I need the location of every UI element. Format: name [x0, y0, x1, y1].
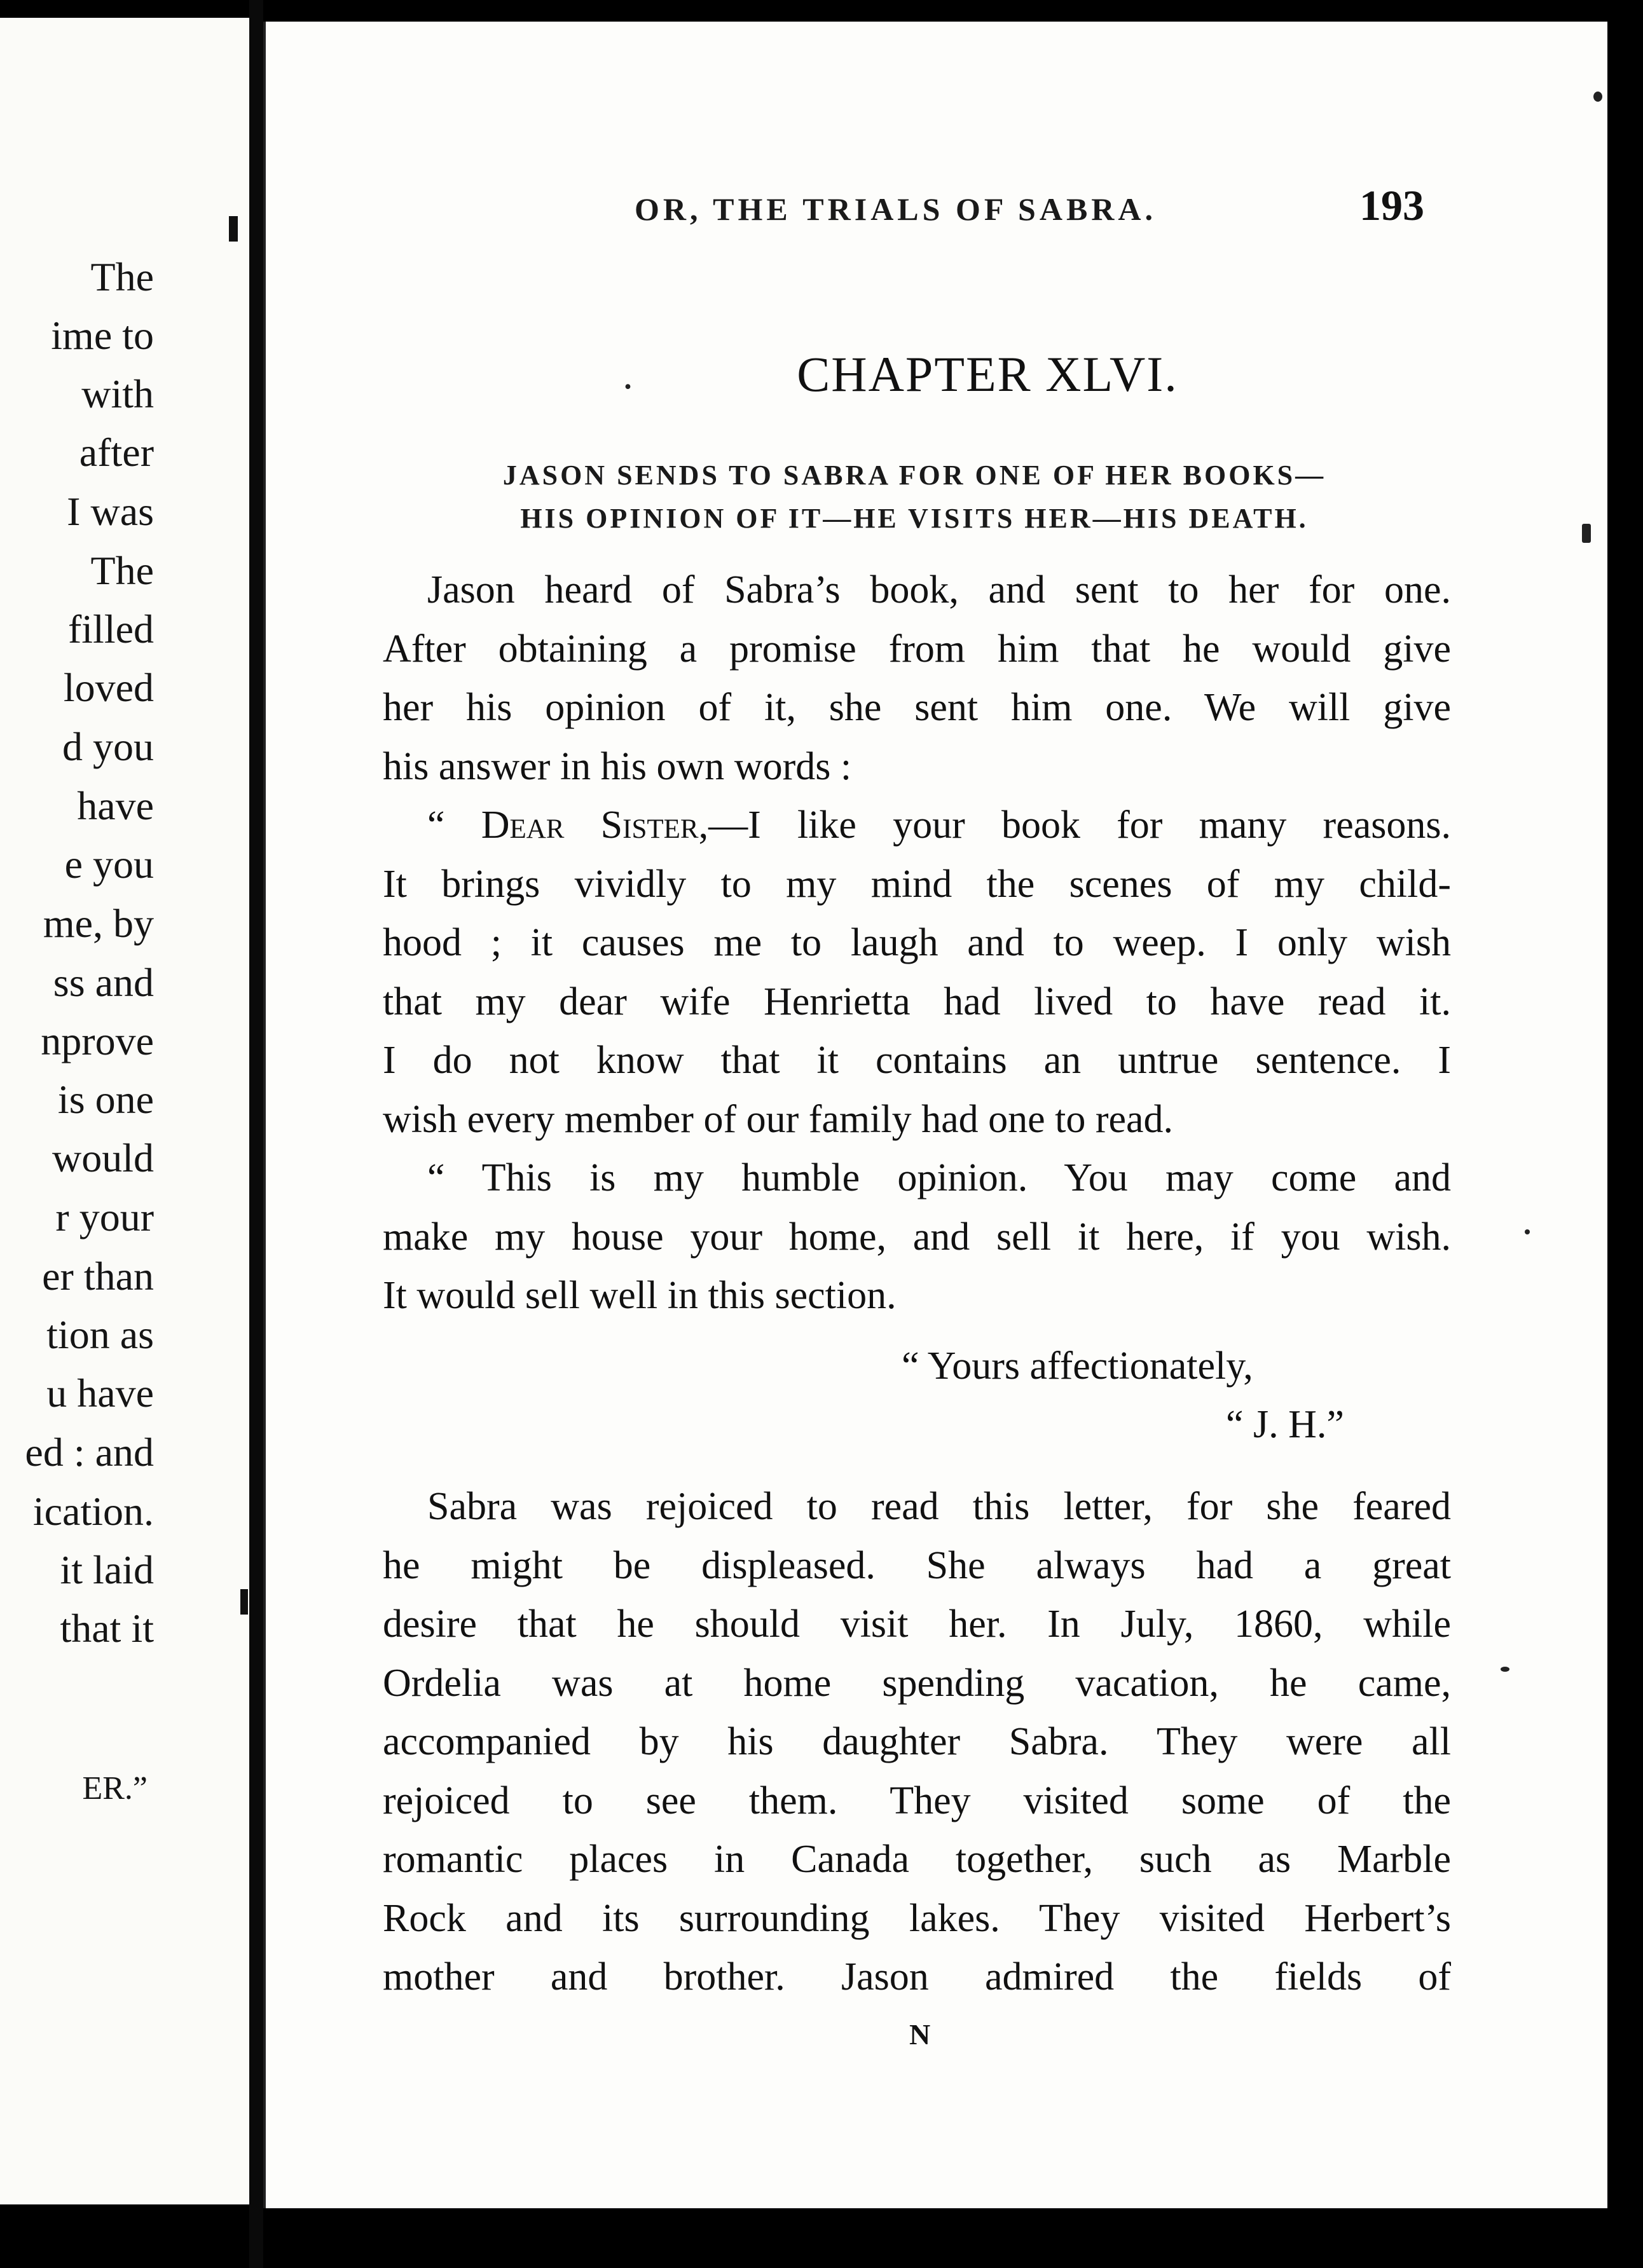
left-fragment: d you — [62, 724, 154, 769]
binding-speck — [240, 1589, 248, 1615]
letter-salutation: “ Dear Sister, — [427, 803, 709, 847]
left-fragment: it laid — [60, 1547, 154, 1592]
letter-signature: “ J. H.” — [1226, 1403, 1344, 1446]
stray-dot: · — [622, 365, 635, 409]
left-fragment: er than — [42, 1254, 154, 1299]
left-fragment: The — [90, 548, 154, 593]
text-line: It brings vividly to my mind the scenes of my child- — [383, 862, 1451, 906]
text-line: Jason heard of Sabra’s book, and sent to her for one. — [427, 568, 1451, 611]
text-line: hood ; it causes me to laugh and to weep. I only wish — [383, 921, 1451, 964]
left-fragment: ss and — [53, 960, 154, 1005]
left-fragment: tion as — [46, 1312, 154, 1357]
text-line: her his opinion of it, she sent him one. We will give — [383, 686, 1451, 729]
page-number: 193 — [1359, 181, 1424, 229]
text-line: “ This is my humble opinion. You may come and — [427, 1156, 1451, 1199]
speck — [1593, 92, 1602, 102]
synopsis-line: JASON SENDS TO SABRA FOR ONE OF HER BOOKS— — [502, 460, 1326, 491]
left-fragment: I was — [67, 489, 154, 534]
speck — [1525, 1229, 1530, 1234]
left-fragment: with — [81, 371, 154, 416]
printer-signature-mark: N — [909, 2018, 931, 2051]
binding-speck — [229, 216, 238, 242]
paragraph-1 — [383, 561, 1451, 1325]
left-fragment: me, by — [43, 901, 154, 946]
left-fragment: would — [52, 1135, 154, 1180]
text-line: he might be displeased. She always had a great — [383, 1543, 1451, 1587]
text-line: Sabra was rejoiced to read this letter, for she feared — [427, 1485, 1451, 1528]
synopsis-line: HIS OPINION OF IT—HE VISITS HER—HIS DEATH. — [520, 503, 1309, 534]
text-line: accompanied by his daughter Sabra. They were all — [383, 1720, 1451, 1763]
text-line: After obtaining a promise from him that he would give — [383, 627, 1451, 671]
left-fragment: that it — [60, 1606, 154, 1651]
speck — [1501, 1667, 1509, 1672]
text-line — [383, 796, 1451, 855]
text-line: make my house your home, and sell it here, if you wish. — [383, 1215, 1451, 1259]
left-fragment: loved — [63, 665, 154, 710]
letter-closing: “ Yours affectionately, — [902, 1344, 1253, 1388]
left-fragment: ER.” — [82, 1770, 148, 1807]
text-line: I do not know that it contains an untrue sentence. I — [383, 1039, 1451, 1082]
text-line: mother and brother. Jason admired the fields of — [383, 1955, 1451, 1998]
text-line: It would sell well in this section. — [383, 1274, 897, 1317]
left-fragment: ed : and — [25, 1430, 154, 1475]
text-line: Rock and its surrounding lakes. They visited Herbert’s — [383, 1896, 1451, 1940]
text-line: romantic places in Canada together, such as Marble — [383, 1838, 1451, 1881]
left-fragment: u have — [46, 1370, 154, 1416]
right-page — [263, 22, 1607, 2208]
text-line: rejoiced to see them. They visited some of the — [383, 1779, 1451, 1822]
binding-gutter — [249, 0, 263, 2268]
text-line: that my dear wife Henrietta had lived to have read it. — [383, 980, 1451, 1023]
left-fragment: after — [79, 430, 154, 475]
left-fragment: e you — [64, 842, 154, 887]
left-fragment: ication. — [32, 1489, 154, 1534]
left-facing-page — [0, 18, 249, 2204]
left-fragment: filled — [67, 606, 154, 652]
left-fragment: The — [90, 254, 154, 299]
left-fragment: ime to — [51, 313, 154, 358]
speck — [1582, 524, 1591, 543]
text-line: Ordelia was at home spending vacation, he came, — [383, 1661, 1451, 1705]
paragraph-2 — [383, 1477, 1451, 2007]
left-fragment: r your — [55, 1194, 154, 1240]
chapter-title: CHAPTER XLVI. — [797, 346, 1178, 402]
left-fragment: have — [77, 783, 154, 828]
running-head: OR, THE TRIALS OF SABRA. — [635, 191, 1157, 227]
left-fragment: is one — [57, 1077, 154, 1122]
letter-first-line: —I like your book for many reasons. — [708, 803, 1451, 847]
left-fragment: nprove — [41, 1018, 154, 1063]
text-line: desire that he should visit her. In July, 1860, while — [383, 1602, 1451, 1646]
text-line: wish every member of our family had one to read. — [383, 1097, 1174, 1141]
chapter-synopsis — [380, 454, 1448, 540]
text-line: his answer in his own words : — [383, 744, 852, 788]
